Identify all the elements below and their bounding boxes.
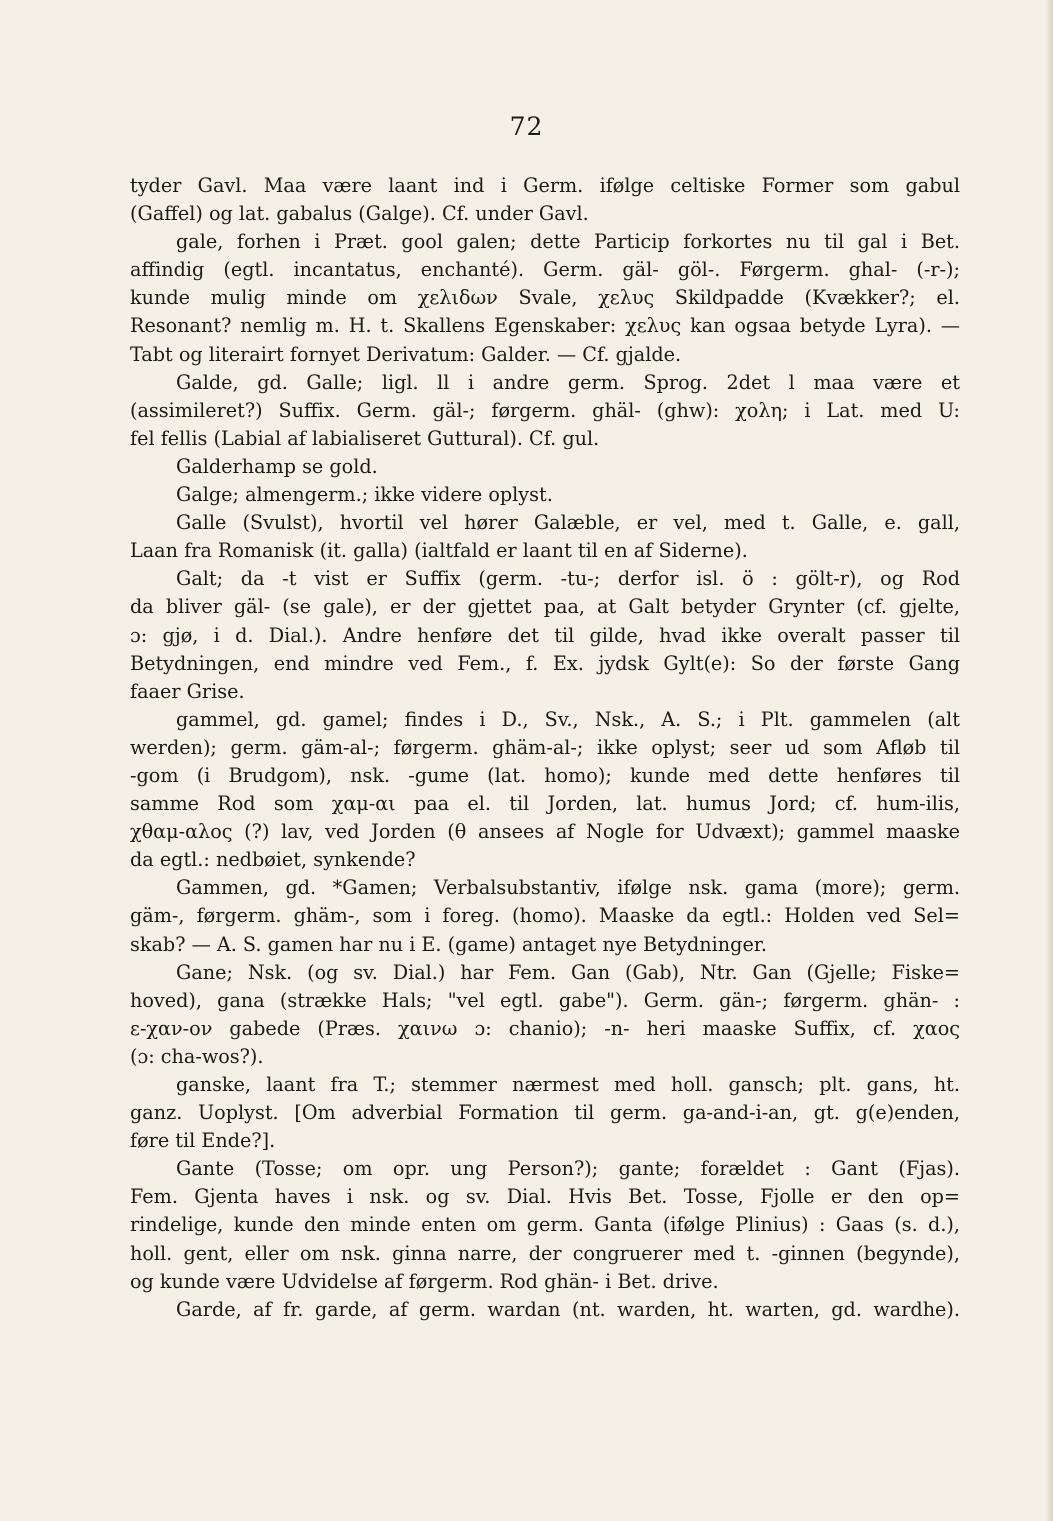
page-edge-shadow <box>1045 0 1053 1521</box>
text-line: Betydningen, end mindre ved Fem., f. Ex. jydsk Gylt(e): So der første Gang <box>130 651 960 675</box>
text-line: affindig (egtl. incantatus, enchanté). Germ. gäl- göl-. Førgerm. ghal- (-r-); <box>130 258 960 282</box>
text-line: Gante (Tosse; om opr. ung Person?); gante; forældet : Gant (Fjas). <box>176 1157 960 1181</box>
text-line: fel fellis (Labial af labialiseret Guttural). Cf. gul. <box>130 426 600 450</box>
text-line: (Gaffel) og lat. gabalus (Galge). Cf. under Gavl. <box>130 202 589 226</box>
text-line: faaer Grise. <box>130 679 245 703</box>
text-line: (ɔ: cha-wos?). <box>130 1044 264 1068</box>
text-line: Tabt og literairt fornyet Derivatum: Galder. — Cf. gjalde. <box>130 342 682 366</box>
text-line: Gammen, gd. *Gamen; Verbalsubstantiv, ifølge nsk. gama (more); germ. <box>176 876 960 900</box>
page-number: 72 <box>509 112 544 141</box>
text-line: hoved), gana (strække Hals; "vel egtl. gabe"). Germ. gän-; førgerm. ghän- : <box>130 988 960 1012</box>
text-line: gale, forhen i Præt. gool galen; dette Particip forkortes nu til gal i Bet. <box>176 230 960 254</box>
text-line: -gom (i Brudgom), nsk. -gume (lat. homo); kunde med dette henføres til <box>130 763 960 787</box>
text-line: Fem. Gjenta haves i nsk. og sv. Dial. Hvis Bet. Tosse, Fjolle er den op= <box>130 1185 960 1209</box>
text-line: ganz. Uoplyst. [Om adverbial Formation til germ. ga-and-i-an, gt. g(e)enden, <box>130 1101 960 1125</box>
text-line: føre til Ende?]. <box>130 1129 276 1153</box>
text-line: tyder Gavl. Maa være laant ind i Germ. ifølge celtiske Former som gabul <box>130 174 960 197</box>
text-line: ɔ: gjø, i d. Dial.). Andre henføre det til gilde, hvad ikke overalt passer til <box>130 623 960 647</box>
text-line: werden); germ. gäm-al-; førgerm. ghäm-al-; ikke oplyst; seer ud som Afløb til <box>130 735 960 759</box>
text-line: Gane; Nsk. (og sv. Dial.) har Fem. Gan (Gab), Ntr. Gan (Gjelle; Fiske= <box>176 960 960 984</box>
text-line: og kunde være Udvidelse af førgerm. Rod ghän- i Bet. drive. <box>130 1269 719 1293</box>
entry-text-block <box>130 172 960 1324</box>
text-line: Galt; da -t vist er Suffix (germ. -tu-; derfor isl. ö : gölt-r), og Rod <box>176 567 960 591</box>
text-line: (assimileret?) Suffix. Germ. gäl-; førgerm. ghäl- (ghw): χολη; i Lat. med U: <box>130 398 960 422</box>
text-line: Resonant? nemlig m. H. t. Skallens Egenskaber: χελυς kan ogsaa betyde Lyra). — <box>130 314 960 338</box>
text-line: rindelige, kunde den minde enten om germ. Ganta (ifølge Plinius) : Gaas (s. d.), <box>130 1213 960 1237</box>
text-line: ε-χαν-ον gabede (Præs. χαινω ɔ: chanio); -n- heri maaske Suffix, cf. χαος <box>130 1016 960 1040</box>
text-line: holl. gent, eller om nsk. ginna narre, der congruerer med t. -ginnen (begynde), <box>130 1241 960 1265</box>
text-line: Galge; almengerm.; ikke videre oplyst. <box>176 483 553 507</box>
text-line: skab? — A. S. gamen har nu i E. (game) antaget nye Betydninger. <box>130 932 767 956</box>
text-line: gammel, gd. gamel; findes i D., Sv., Nsk., A. S.; i Plt. gammelen (alt <box>176 707 960 731</box>
text-line: Galle (Svulst), hvortil vel hører Galæble, er vel, med t. Galle, e. gall, <box>176 511 960 535</box>
text-line: kunde mulig minde om χελιδων Svale, χελυς Skildpadde (Kvækker?; el. <box>130 286 960 310</box>
text-line: ganske, laant fra T.; stemmer nærmest med holl. gansch; plt. gans, ht. <box>176 1073 960 1096</box>
text-line: Laan fra Romanisk (it. galla) (ialtfald er laant til en af Siderne). <box>130 539 748 563</box>
text-line: Galde, gd. Galle; ligl. ll i andre germ. Sprog. 2det l maa være et <box>176 370 960 394</box>
text-line: Garde, af fr. garde, af germ. wardan (nt. warden, ht. warten, gd. wardhe). <box>176 1297 960 1321</box>
text-line: samme Rod som χαμ-αι paa el. til Jorden, lat. humus Jord; cf. hum-ilis, <box>130 792 960 816</box>
text-line: da bliver gäl- (se gale), er der gjettet paa, at Galt betyder Grynter (cf. gjelte, <box>130 595 960 619</box>
text-line: Galderhamp se gold. <box>176 454 378 478</box>
text-line: χθαμ-αλος (?) lav, ved Jorden (θ ansees af Nogle for Udvæxt); gammel maaske <box>130 820 960 844</box>
text-line: da egtl.: nedbøiet, synkende? <box>130 848 416 872</box>
text-line: gäm-, førgerm. ghäm-, som i foreg. (homo). Maaske da egtl.: Holden ved Sel= <box>130 904 960 928</box>
